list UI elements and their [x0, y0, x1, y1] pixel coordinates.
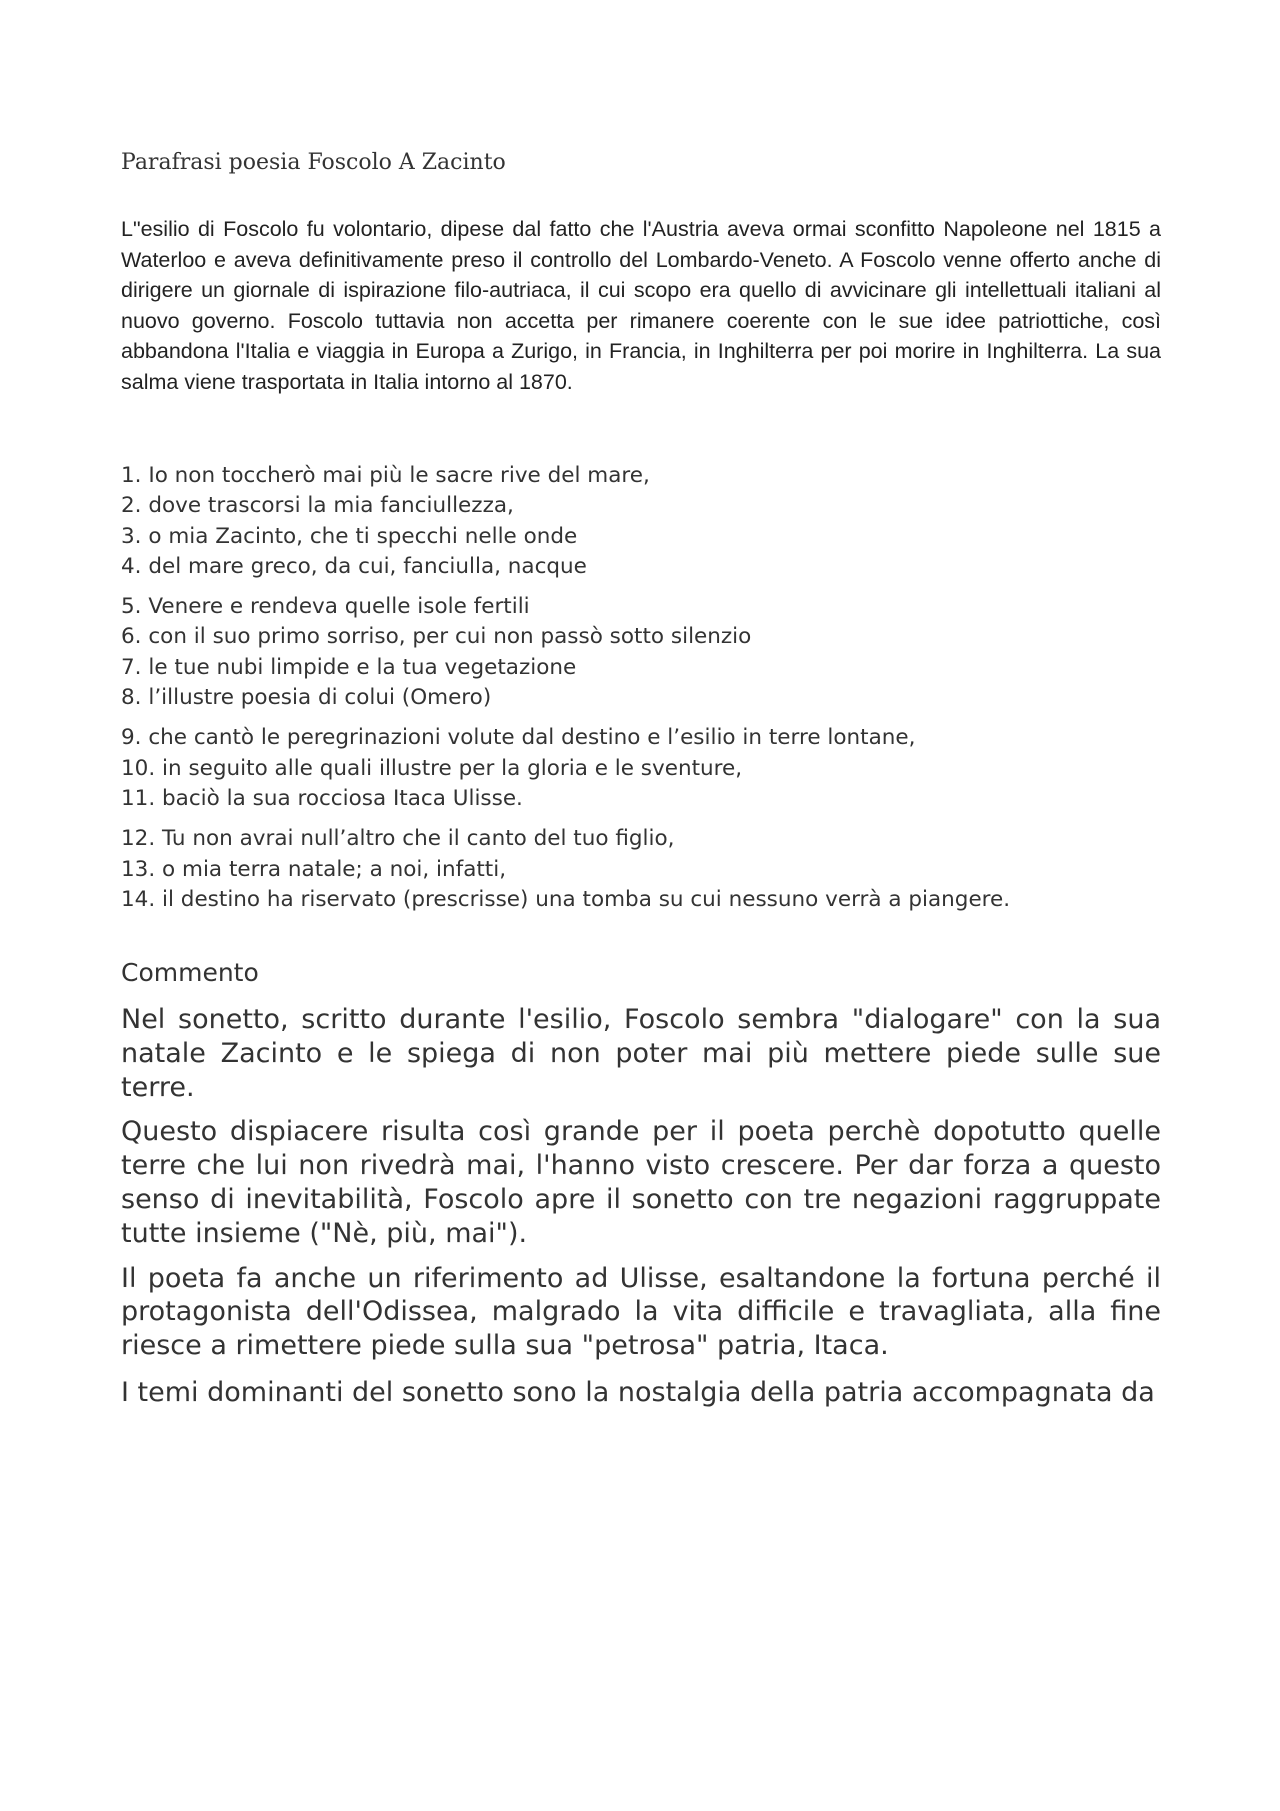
verse-line: 1. Io non toccherò mai più le sacre rive del mare, — [121, 463, 650, 488]
comment-paragraph: Nel sonetto, scritto durante l'esilio, Foscolo sembra "dialogare" con la sua natale Zacinto e le spiega di non poter mai più mettere piede sulle sue terre. — [121, 1004, 1161, 1103]
intro-paragraph: L"esilio di Foscolo fu volontario, dipese dal fatto che l'Austria aveva ormai sconfitto Napoleone nel 1815 a Waterloo e aveva definitivamente preso il controllo del Lombardo-Veneto. A Foscolo venne offerto anche di dirigere un giornale di ispirazione filo-autriaca, il cui scopo era quello di avvicinare gli intellettuali italiani al nuovo governo. Foscolo tuttavia non accetta per rimanere coerente con le sue idee patriottiche, così abbandona l'Italia e viaggia in Europa a Zurigo, in Francia, in Inghilterra per poi morire in Inghilterra. La sua salma viene trasportata in Italia intorno al 1870. — [121, 217, 1161, 394]
verse-line: 4. del mare greco, da cui, fanciulla, nacque — [121, 553, 587, 579]
stanza-1 — [121, 461, 1161, 582]
verse-line: 11. baciò la sua rocciosa Itaca Ulisse. — [121, 785, 523, 811]
comment-paragraph: I temi dominanti del sonetto sono la nostalgia della patria accompagnata da — [121, 1376, 1155, 1408]
verse-line: 7. le tue nubi limpide e la tua vegetazione — [121, 654, 577, 680]
verse-line: 2. dove trascorsi la mia fanciullezza, — [121, 493, 514, 519]
comment-paragraph: Questo dispiacere risulta così grande per il poeta perchè dopotutto quelle terre che lui non rivedrà mai, l'hanno visto crescere. Per dar forza a questo senso di inevitabilità, Foscolo apre il sonetto con tre negazioni raggruppate tutte insieme ("Nè, più, mai"). — [121, 1116, 1161, 1249]
stanza-4 — [121, 824, 1161, 915]
stanza-3 — [121, 723, 1161, 814]
comment-body — [121, 1003, 1161, 1423]
verse-line: 3. o mia Zacinto, che ti specchi nelle onde — [121, 523, 578, 549]
verse-line: 8. l’illustre poesia di colui (Omero) — [121, 685, 492, 711]
stanza-2 — [121, 592, 1161, 713]
paraphrase-stanzas — [121, 461, 1161, 925]
verse-line: 14. il destino ha riservato (prescrisse) una tomba su cui nessuno verrà a piangere. — [121, 886, 1011, 912]
verse-line: 6. con il suo primo sorriso, per cui non passò sotto silenzio — [121, 624, 752, 650]
comment-paragraph: Il poeta fa anche un riferimento ad Ulisse, esaltandone la fortuna perché il protagonista dell'Odissea, malgrado la vita difficile e travagliata, alla fine riesce a rimettere piede sulla sua "petrosa" patria, Itaca. — [121, 1262, 1161, 1362]
verse-line: 10. in seguito alle quali illustre per la gloria e le sventure, — [121, 755, 743, 781]
comment-heading: Commento — [121, 958, 259, 987]
verse-line: 13. o mia terra natale; a noi, infatti, — [121, 856, 507, 882]
verse-line: 9. che cantò le peregrinazioni volute dal destino e l’esilio in terre lontane, — [121, 725, 916, 751]
verse-line: 12. Tu non avrai null’altro che il canto del tuo figlio, — [121, 826, 675, 852]
page-title: Parafrasi poesia Foscolo A Zacinto — [121, 150, 506, 175]
verse-line: 5. Venere e rendeva quelle isole fertili — [121, 594, 530, 620]
